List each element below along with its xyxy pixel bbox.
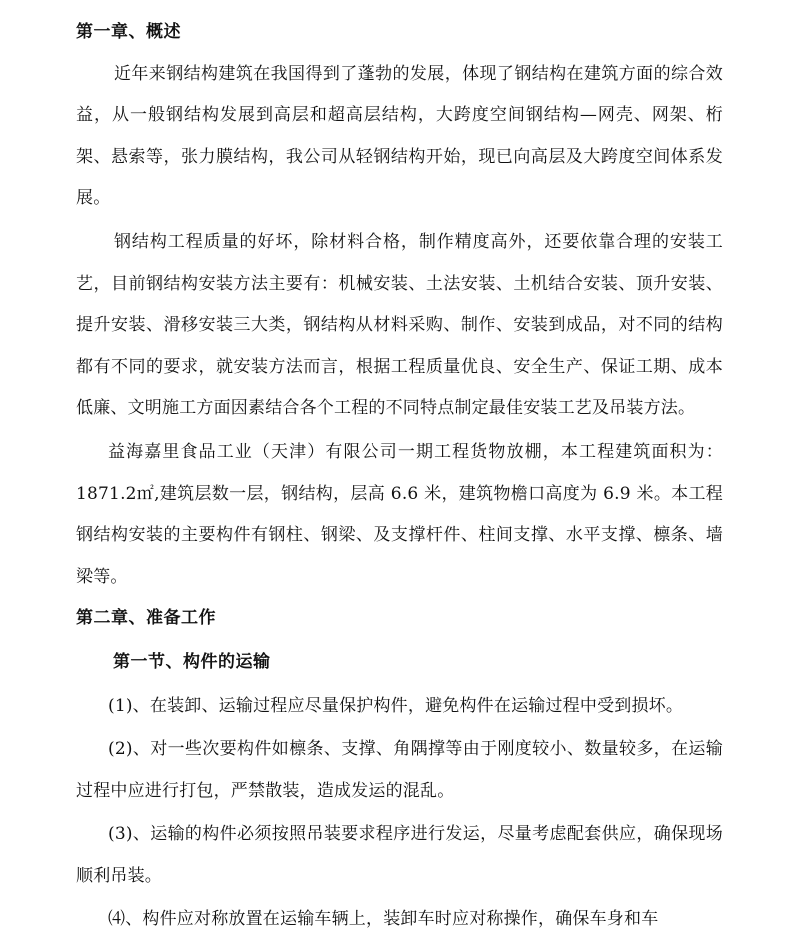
chapter-1-paragraph-2: 钢结构工程质量的好坏，除材料合格，制作精度高外，还要依靠合理的安装工艺，目前钢结构安装方法主要有：机械安装、土法安装、土机结合安装、顶升安装、提升安装、滑移安装三大类，钢结构从材料采购、制作、安装到成品，对不同的结构都有不同的要求，就安装方法而言，根据工程质量优良、安全生产、保证工期、成本低廉、文明施工方面因素结合各个工程的不同特点制定最佳安装工艺及吊装方法。 [76, 231, 723, 419]
list-item: (3)、运输的构件必须按照吊装要求程序进行发运，尽量考虑配套供应，确保现场顺利吊装。 [76, 824, 723, 886]
chapter-1-paragraph-1: 近年来钢结构建筑在我国得到了蓬勃的发展，体现了钢结构在建筑方面的综合效益，从一般钢结构发展到高层和超高层结构，大跨度空间钢结构—网壳、网架、桁架、悬索等，张力膜结构，我公司从轻钢结构开始，现已向高层及大跨度空间体系发展。 [76, 63, 723, 209]
chapter-1-paragraph-3: 益海嘉里食品工业（天津）有限公司一期工程货物放棚，本工程建筑面积为：1871.2㎡,建筑层数一层，钢结构，层高 6.6 米，建筑物檐口高度为 6.9 米。本工程钢结构安装的主要构件有钢柱、钢梁、及支撑杆件、柱间支撑、水平支撑、檩条、墙梁等。 [76, 441, 723, 587]
section-1-title: 第一节、构件的运输 [113, 651, 271, 672]
chapter-2-title: 第二章、准备工作 [76, 608, 216, 629]
chapter-1-title: 第一章、概述 [76, 22, 181, 42]
list-item: (2)、对一些次要构件如檩条、支撑、角隅撑等由于刚度较小、数量较多，在运输过程中应进行打包，严禁散装，造成发运的混乱。 [76, 739, 723, 801]
list-item: ⑷、构件应对称放置在运输车辆上，装卸车时应对称操作，确保车身和车 [108, 909, 659, 930]
list-item: (1)、在装卸、运输过程应尽量保护构件，避免构件在运输过程中受到损坏。 [108, 695, 684, 716]
